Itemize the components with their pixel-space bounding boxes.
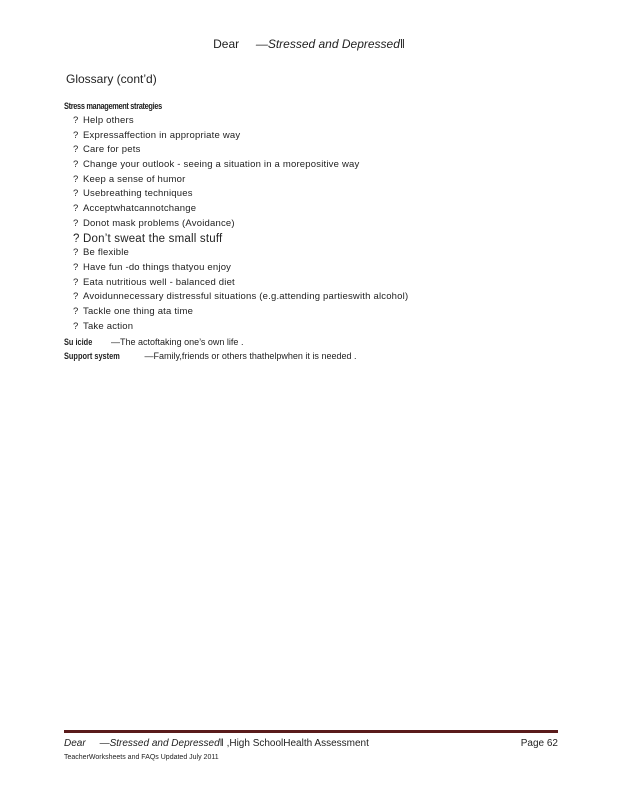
list-item	[73, 246, 408, 261]
list-item-text: Have fun -do things thatyou enjoy	[83, 261, 232, 273]
list-item-text: Acceptwhatcannotchange	[83, 203, 197, 215]
list-item-text: Avoidunnecessary distressful situations (e.g.attending partieswith alcohol)	[83, 291, 409, 303]
list-item-text: Be flexible	[83, 247, 130, 259]
term-label: Support system	[64, 351, 120, 361]
bullet: ?	[73, 144, 79, 156]
list-item-text: Don’t sweat the small stuff	[83, 232, 223, 245]
bullet: ?	[73, 305, 79, 317]
bullet: ?	[73, 159, 79, 171]
term-definition: —Family,friends or others thathelpwhen it is needed .	[144, 351, 357, 361]
list-item-text: Care for pets	[83, 144, 141, 156]
footer-rest: ,High SchoolHealth Assessment	[226, 738, 369, 749]
list-item-text: Help others	[83, 115, 134, 126]
page-number: Page 62	[520, 738, 558, 749]
list-item	[73, 129, 408, 144]
strategy-list	[73, 114, 408, 334]
page-subtitle: Glossary (cont’d)	[66, 72, 157, 86]
footer-prefix: Dear	[64, 738, 86, 749]
list-item	[73, 232, 408, 247]
term-label: Su icide	[64, 337, 93, 347]
header-title: —Stressed and Depressed‖	[255, 37, 405, 51]
term-definition: —The actoftaking one’s own life .	[111, 337, 244, 347]
bullet: ?	[73, 129, 79, 141]
glossary-term-suicide	[64, 337, 243, 347]
footer-line-2: TeacherWorksheets and FAQs Updated July 2011	[64, 754, 219, 761]
bullet: ?	[73, 261, 79, 273]
list-item	[73, 202, 408, 217]
list-item	[73, 217, 408, 232]
footer-title: —Stressed and Depressed‖	[99, 738, 224, 749]
list-item-text: Donot mask problems (Avoidance)	[83, 217, 235, 229]
header-prefix: Dear	[213, 37, 240, 51]
list-item	[73, 305, 408, 320]
list-item	[73, 320, 408, 335]
list-item	[73, 187, 408, 202]
bullet: ?	[73, 115, 79, 126]
section-heading: Stress management strategies	[64, 101, 162, 111]
bullet: ?	[73, 232, 80, 245]
list-item	[73, 158, 408, 173]
list-item-text: Tackle one thing ata time	[83, 305, 194, 317]
list-item-text: Expressaffection in appropriate way	[83, 129, 241, 141]
page-header	[0, 37, 618, 51]
list-item-text: Keep a sense of humor	[83, 173, 186, 185]
glossary-term-support-system	[64, 351, 356, 361]
footer-line-1	[64, 738, 558, 749]
list-item-text: Eata nutritious well - balanced diet	[83, 276, 235, 288]
bullet: ?	[73, 188, 79, 200]
list-item-text: Change your outlook - seeing a situation in a morepositive way	[83, 159, 360, 171]
list-item	[73, 276, 408, 291]
bullet: ?	[73, 203, 79, 215]
bullet: ?	[73, 320, 79, 332]
footer-rule	[64, 730, 558, 733]
list-item-text: Take action	[83, 320, 134, 332]
bullet: ?	[73, 173, 79, 185]
bullet: ?	[73, 291, 79, 303]
list-item	[73, 114, 408, 129]
list-item	[73, 143, 408, 158]
bullet: ?	[73, 247, 79, 259]
bullet: ?	[73, 276, 79, 288]
list-item	[73, 290, 408, 305]
bullet: ?	[73, 217, 79, 229]
list-item	[73, 261, 408, 276]
list-item-text: Usebreathing techniques	[83, 188, 193, 200]
list-item	[73, 173, 408, 188]
